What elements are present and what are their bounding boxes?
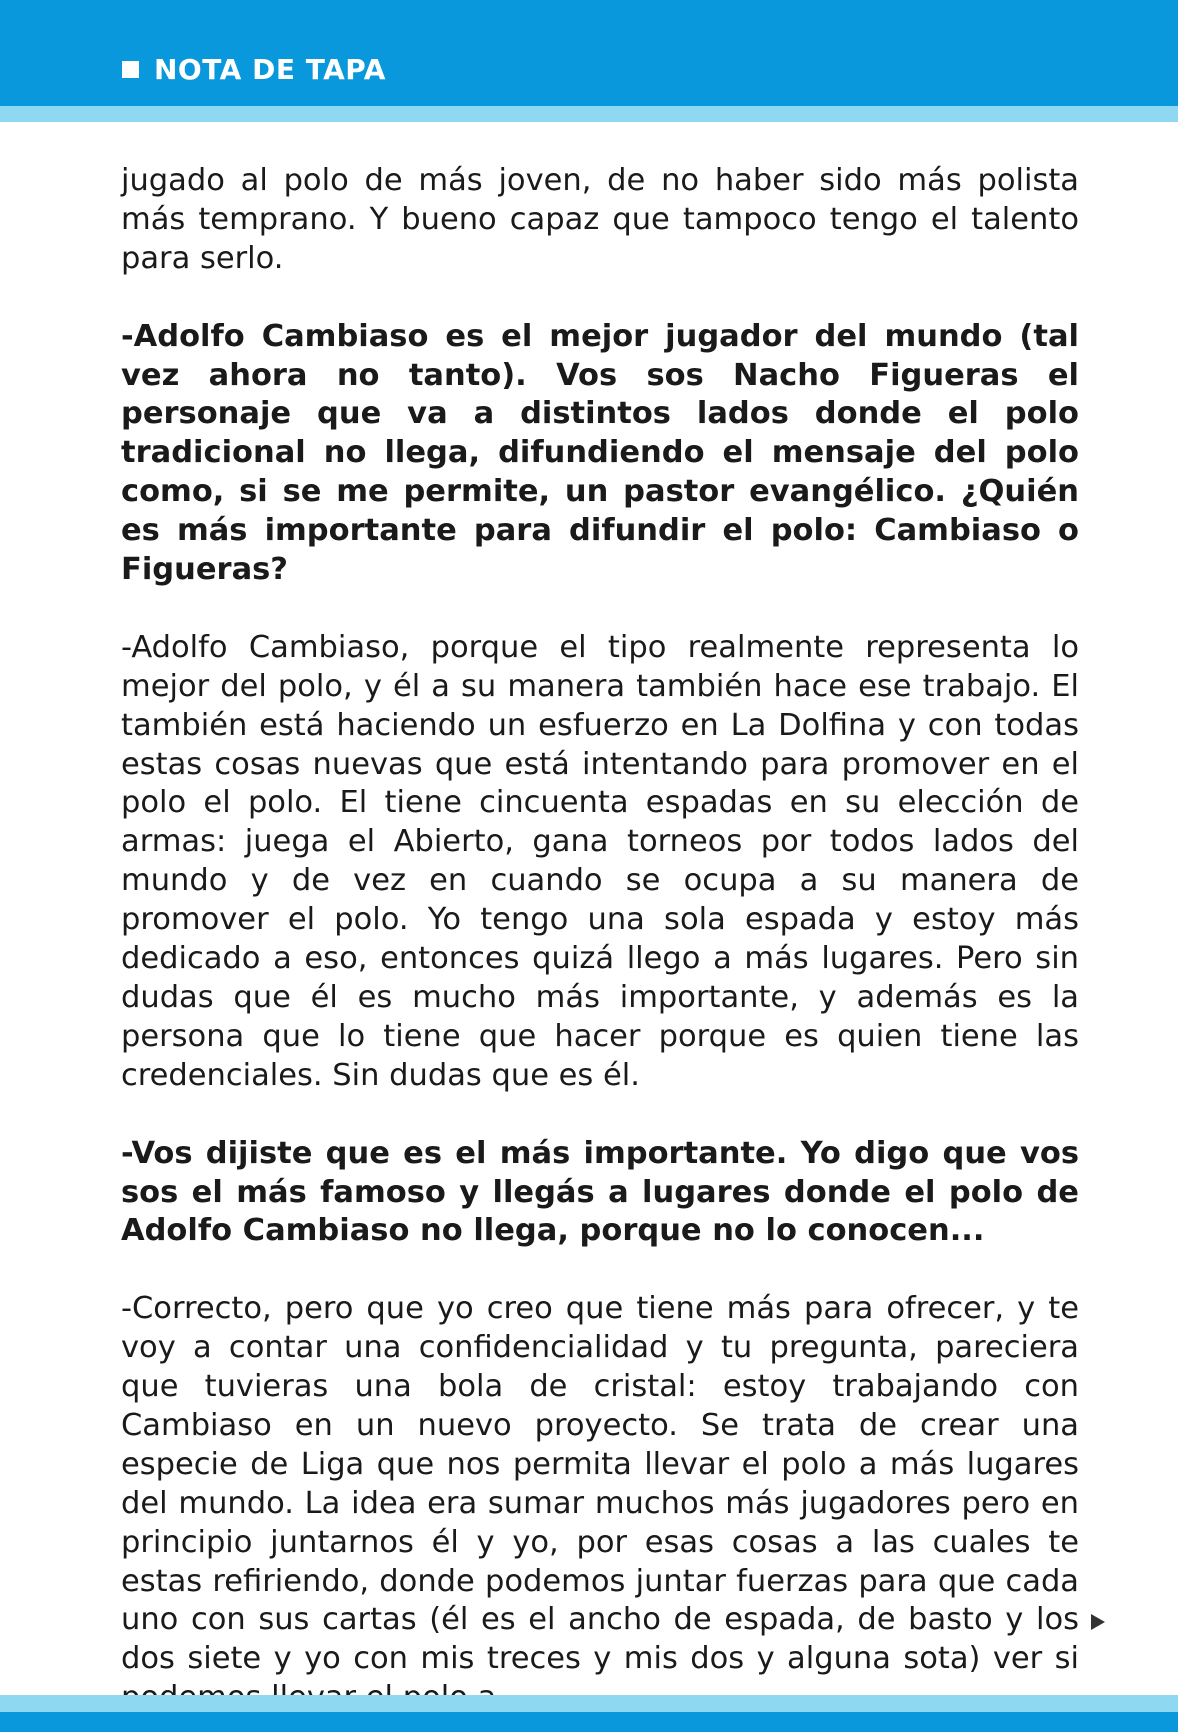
square-bullet-icon <box>122 61 139 78</box>
answer-paragraph: -Adolfo Cambiaso, porque el tipo realmente representa lo mejor del polo, y él a su manera también hace ese trabajo. El también está haciendo un esfuerzo en La Dolfina y con todas estas cosas nuevas que está intentando para promover en el polo el polo. El tiene cincuenta espadas en su elección de armas: juega el Abierto, gana torneos por todos lados del mundo y de vez en cuando se ocupa a su manera de promover el polo. Yo tengo una sola espada y estoy más dedicado a eso, entonces quizá llego a más lugares. Pero sin dudas que él es mucho más importante, y además es la persona que lo tiene que hacer porque es quien tiene las credenciales. Sin dudas que es él. <box>121 629 1079 1093</box>
section-title: NOTA DE TAPA <box>154 53 386 86</box>
triangle-right-icon <box>1091 1614 1105 1630</box>
footer-bar <box>0 1712 1178 1732</box>
answer-paragraph: jugado al polo de más joven, de no haber sido más polista más temprano. Y bueno capaz que tampoco tengo el talento para serlo. <box>121 163 1079 276</box>
header-stripe <box>0 106 1178 122</box>
footer-stripe <box>0 1695 1178 1712</box>
question-paragraph: -Adolfo Cambiaso es el mejor jugador del mundo (tal vez ahora no tanto). Vos sos Nacho Figueras el personaje que va a distintos lados donde el polo tradicional no llega, difundiendo el mensaje del polo como, si se me permite, un pastor evangélico. ¿Quién es más importante para difundir el polo: Cambiaso o Figueras? <box>121 318 1079 588</box>
question-paragraph: -Vos dijiste que es el más importante. Yo digo que vos sos el más famoso y llegás a lugares donde el polo de Adolfo Cambiaso no llega, porque no lo conocen... <box>121 1135 1079 1249</box>
answer-paragraph: -Correcto, pero que yo creo que tiene más para ofrecer, y te voy a contar una confidencialidad y tu pregunta, pareciera que tuvieras una bola de cristal: estoy trabajando con Cambiaso en un nuevo proyecto. Se trata de crear una especie de Liga que nos permita llevar el polo a más lugares del mundo. La idea era sumar muchos más jugadores pero en principio juntarnos él y yo, por esas cosas a las cuales te estas refiriendo, donde podemos juntar fuerzas para que cada uno con sus cartas (él es el ancho de espada, de basto y los dos siete y yo con mis treces y mis dos y alguna sota) ver si <box>121 1291 1079 1677</box>
article-body <box>121 162 1079 1718</box>
